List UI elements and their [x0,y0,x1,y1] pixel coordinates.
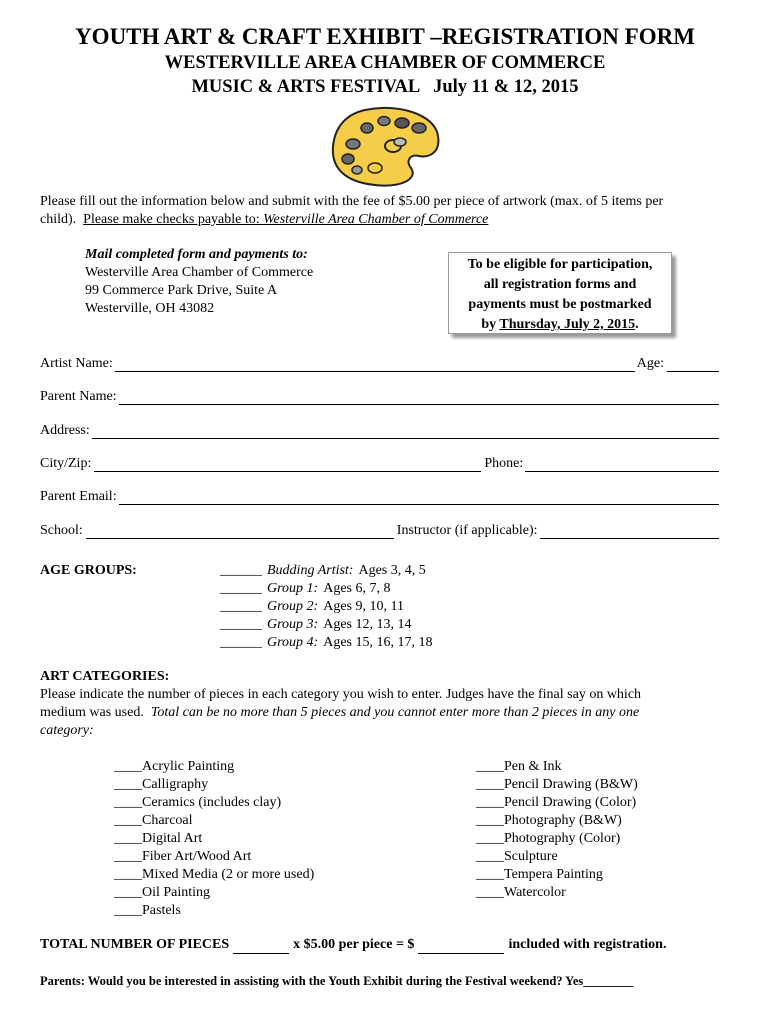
age-group-item [220,616,432,634]
category-item [476,758,638,776]
category-label: Acrylic Painting [142,759,235,774]
category-blank[interactable]: ____ [114,777,142,792]
address-label: Address: [40,423,90,438]
category-blank[interactable]: ____ [476,867,504,882]
category-item [114,866,314,884]
category-blank[interactable]: ____ [114,867,142,882]
total-suffix: included with registration. [508,937,667,952]
artist-name-row [40,352,719,372]
school-row [40,519,719,539]
categories-desc-3: category: [40,723,94,738]
total-row [40,936,666,954]
category-label: Sculpture [504,849,558,864]
category-item [476,866,638,884]
category-item [114,794,314,812]
age-group-item [220,580,432,598]
age-group-item [220,598,432,616]
notice-line-4 [449,315,671,335]
category-label: Charcoal [142,813,193,828]
category-blank[interactable]: ____ [114,795,142,810]
categories-limit-note: Total can be no more than 5 pieces and you cannot enter more than 2 pieces in any one [150,705,640,720]
category-item [476,812,638,830]
address-field[interactable] [92,424,719,439]
mail-line-3: Westerville, OH 43082 [85,301,215,316]
deadline-notice [448,252,672,334]
category-item [114,830,314,848]
address-row [40,419,719,439]
age-group-ages: Ages 12, 13, 14 [323,617,412,632]
category-blank[interactable]: ____ [476,885,504,900]
organization-name: WESTERVILLE AREA CHAMBER OF COMMERCE [164,53,606,73]
parent-name-label: Parent Name: [40,389,117,404]
age-group-item [220,634,432,652]
age-group-ages: Ages 15, 16, 17, 18 [323,635,433,650]
category-label: Watercolor [504,885,566,900]
paint-palette-icon [327,106,442,188]
age-group-name: Group 1: [267,581,319,596]
artist-name-label: Artist Name: [40,356,113,371]
parent-name-field[interactable] [119,390,719,405]
age-group-blank[interactable]: ______ [220,581,262,596]
mail-heading: Mail completed form and payments to: [85,247,308,262]
categories-desc-2 [40,704,639,722]
categories-left-list [114,758,314,920]
total-label: TOTAL NUMBER OF PIECES [40,937,230,952]
category-item [476,848,638,866]
total-price-label: x $5.00 per piece = $ [293,937,415,952]
form-title: YOUTH ART & CRAFT EXHIBIT –REGISTRATION FORM [75,24,695,49]
notice-line-1: To be eligible for participation, [467,257,653,272]
intro-line-1: Please fill out the information below and submit with the fee of $5.00 per piece of artwork (max. of 5 items per [40,194,664,209]
age-field[interactable] [667,357,719,372]
category-blank[interactable]: ____ [476,759,504,774]
category-label: Oil Painting [142,885,211,900]
volunteer-question [40,973,633,989]
category-item [114,884,314,902]
category-blank[interactable]: ____ [114,831,142,846]
parent-name-row [40,385,719,405]
categories-desc-plain: medium was used. [40,705,151,720]
category-item [476,884,638,902]
categories-right-list [476,758,638,902]
age-group-ages: Ages 9, 10, 11 [323,599,404,614]
phone-field[interactable] [525,457,719,472]
parent-email-field[interactable] [119,490,719,505]
notice-period: . [635,317,639,332]
category-label: Digital Art [142,831,203,846]
mail-line-1: Westerville Area Chamber of Commerce [85,265,314,280]
category-label: Pen & Ink [504,759,562,774]
notice-line-3: payments must be postmarked [468,297,652,312]
category-label: Mixed Media (2 or more used) [142,867,315,882]
instructor-label: Instructor (if applicable): [396,523,538,538]
category-blank[interactable]: ____ [114,759,142,774]
mail-line-2: 99 Commerce Park Drive, Suite A [85,283,278,298]
city-zip-label: City/Zip: [40,456,92,471]
checks-payable-label: Please make checks payable to: [83,212,264,227]
category-blank[interactable]: ____ [114,903,142,918]
deadline-date: Thursday, July 2, 2015 [499,317,636,332]
notice-line-2: all registration forms and [483,277,637,292]
volunteer-text: Parents: Would you be interested in assisting with the Youth Exhibit during the Festival weekend? Yes [40,974,584,988]
instructor-field[interactable] [540,524,720,539]
age-group-blank[interactable]: ______ [220,599,262,614]
age-group-blank[interactable]: ______ [220,617,262,632]
category-label: Photography (B&W) [504,813,622,828]
age-group-name: Budding Artist: [267,563,354,578]
city-zip-field[interactable] [94,457,481,472]
category-label: Ceramics (includes clay) [142,795,282,810]
category-item [476,830,638,848]
category-label: Pencil Drawing (B&W) [504,777,638,792]
age-group-name: Group 2: [267,599,319,614]
category-label: Fiber Art/Wood Art [142,849,252,864]
age-label: Age: [636,356,664,371]
category-item [114,758,314,776]
category-blank[interactable]: ____ [476,795,504,810]
category-item [114,812,314,830]
total-amount-field[interactable] [418,939,504,954]
category-label: Pastels [142,903,181,918]
parent-email-label: Parent Email: [40,489,117,504]
age-group-name: Group 3: [267,617,319,632]
category-item [476,794,638,812]
age-groups-list [220,562,432,652]
intro-prefix: child). [40,212,84,227]
event-name: MUSIC & ARTS FESTIVAL July 11 & 12, 2015 [191,77,579,97]
categories-desc-1: Please indicate the number of pieces in each category you wish to enter. Judges have the final say on which [40,687,642,702]
category-blank[interactable]: ____ [114,885,142,900]
category-label: Tempera Painting [504,867,603,882]
category-label: Calligraphy [142,777,209,792]
total-pieces-field[interactable] [233,939,289,954]
category-label: Pencil Drawing (Color) [504,795,637,810]
category-item [114,848,314,866]
age-group-ages: Ages 3, 4, 5 [358,563,426,578]
category-blank[interactable]: ____ [114,813,142,828]
category-item [476,776,638,794]
notice-by: by [481,317,500,332]
category-label: Photography (Color) [504,831,621,846]
age-groups-heading: AGE GROUPS: [40,563,137,578]
category-blank[interactable]: ____ [476,831,504,846]
checks-payee: Westerville Area Chamber of Commerce [263,212,489,227]
artist-name-field[interactable] [115,357,635,372]
category-item [114,776,314,794]
city-zip-row [40,452,719,472]
category-blank[interactable]: ____ [114,849,142,864]
parent-email-row [40,485,719,505]
school-label: School: [40,523,83,538]
category-item [114,902,314,920]
art-categories-heading: ART CATEGORIES: [40,669,170,684]
age-group-item [220,562,432,580]
category-blank[interactable]: ____ [476,849,504,864]
age-group-blank[interactable]: ______ [220,635,262,650]
school-field[interactable] [86,524,394,539]
intro-line-2 [40,211,488,229]
volunteer-yes-field[interactable]: ________ [583,974,634,988]
age-group-name: Group 4: [267,635,319,650]
age-group-blank[interactable]: ______ [220,563,262,578]
age-group-ages: Ages 6, 7, 8 [323,581,391,596]
category-blank[interactable]: ____ [476,813,504,828]
category-blank[interactable]: ____ [476,777,504,792]
phone-label: Phone: [484,456,524,471]
